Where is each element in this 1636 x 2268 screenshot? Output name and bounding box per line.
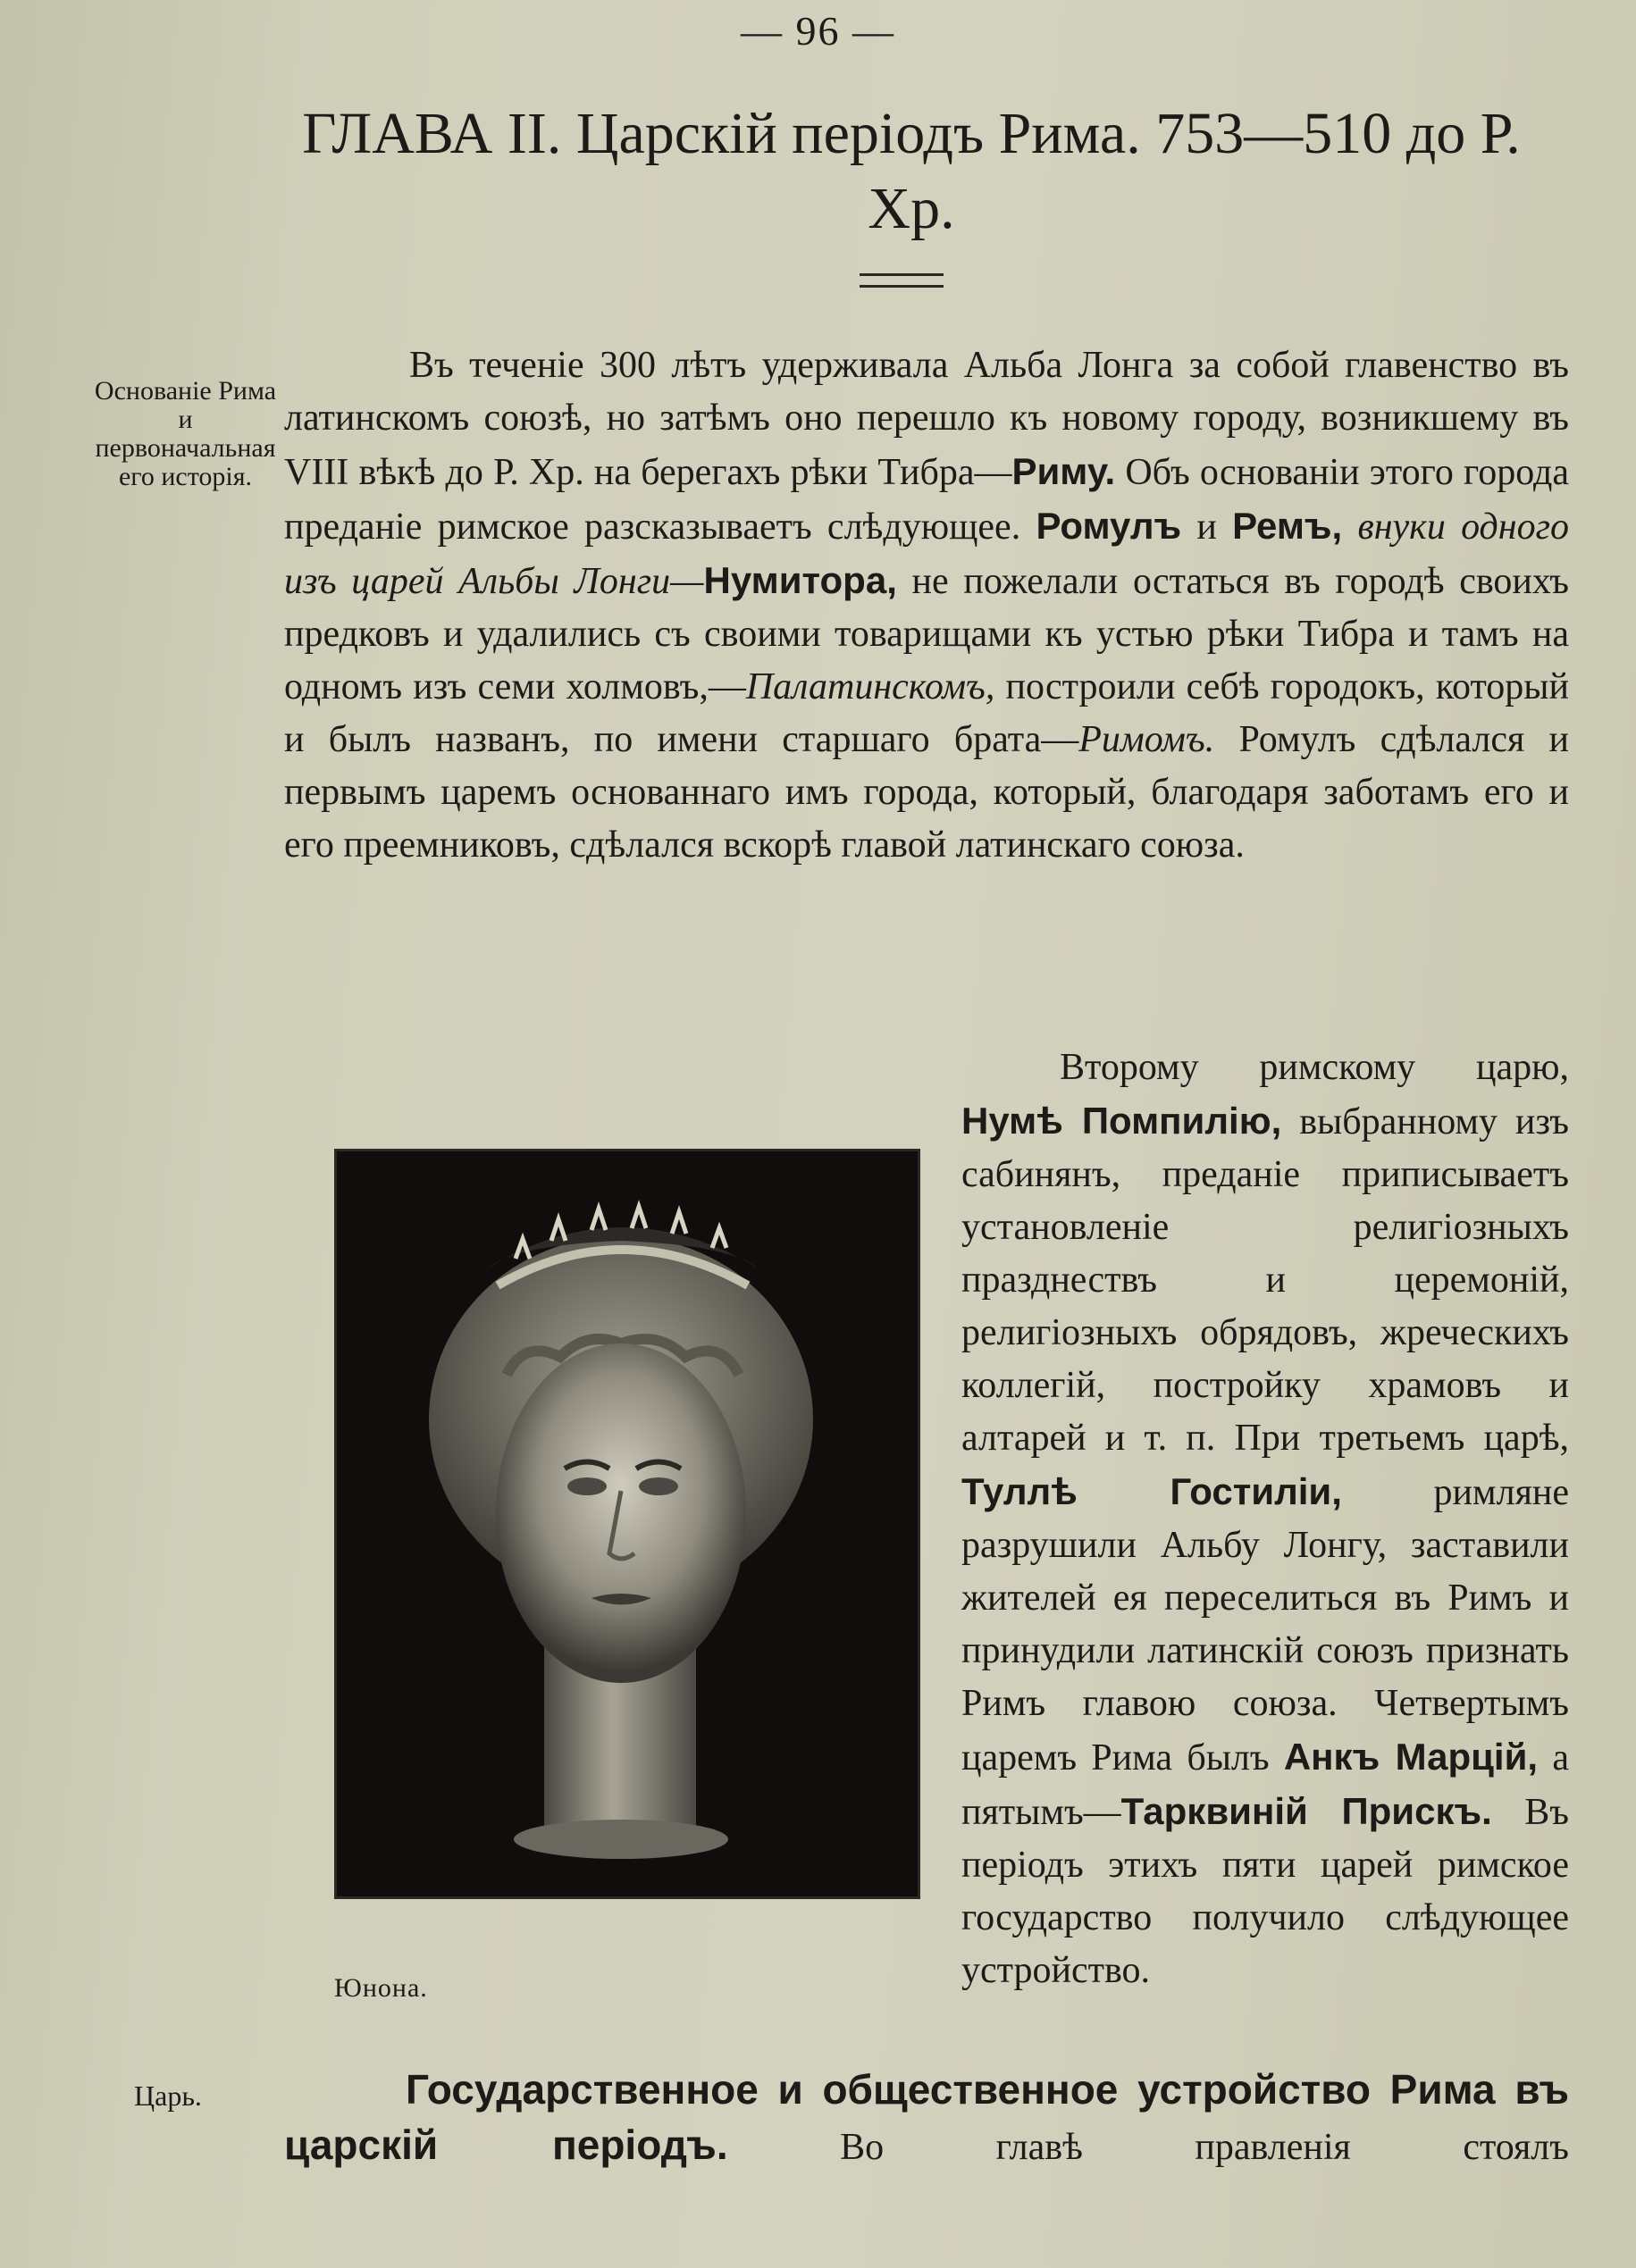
paragraph-founding: Въ теченіе 300 лѣтъ удерживала Альба Лонга за собой главенство въ латинскомъ союзѣ, но затѣмъ оно перешло къ новому городу, возникшему въ VIII вѣкѣ до Р. Хр. на берегахъ рѣки Тибра—Риму. Объ основаніи этого города преданіе римское разсказываетъ слѣдующее. Ромулъ и Ремъ, внуки одного изъ царей Альбы Лонги—Нумитора, не пожелали остаться въ городѣ своихъ предковъ и удалились съ своими товарищами къ устью рѣки Тибра и тамъ на одномъ изъ семи холмовъ,—Палатинскомъ, построили себѣ городокъ, который и былъ названъ, по имени старшаго брата—Римомъ. Ромулъ сдѣлался и первымъ царемъ основаннаго имъ города, который, благодаря заботамъ его и его преемниковъ, сдѣлался вскорѣ главой латинскаго союза. <box>284 345 1570 866</box>
title-divider <box>860 273 944 288</box>
section-heading: Государственное и общественное устройство Рима въ царскій періодъ. Во главѣ правленія стоялъ <box>284 2066 1569 2168</box>
name-numa: Нумѣ Помпилію, <box>961 1100 1282 1142</box>
name-tullus: Туллѣ Гостиліи, <box>961 1470 1342 1512</box>
chapter-title: ГЛАВА II. Царскій періодъ Рима. 753—510 до Р. Хр. <box>302 101 1521 241</box>
paragraph-kings: Юнона. Второму римскому царю, Нумѣ Помпилію, выбранному изъ сабинянъ, преданіе приписываетъ установленіе религіозныхъ празднествъ и церемоній, религіозныхъ обрядовъ, жреческихъ коллегій, постройку храмовъ и алтарей и т. п. При третьемъ царѣ, Туллѣ Гостиліи, римляне разрушили Альбу Лонгу, заставили жителей ея переселиться въ Римъ и принудили латинскій союзъ признать Римъ главою союза. Четвертымъ царемъ Рима былъ Анкъ Марцій, а пятымъ—Тарквиній Прискъ. Въ періодъ этихъ пяти царей римское государство получило слѣдующее устройство. <box>284 1042 1569 2090</box>
margin-note-tsar: Царь. <box>134 2080 202 2112</box>
page-number: — 96 — <box>741 8 895 54</box>
juno-bust-illustration <box>337 1151 918 1896</box>
name-palatine: Палатинскомъ, <box>745 666 995 707</box>
name-ancus: Анкъ Марцій, <box>1283 1736 1539 1778</box>
name-numitor: Нумитора, <box>703 559 897 601</box>
name-remus: Ремъ, <box>1232 505 1343 547</box>
margin-note-founding: Основаніе Рима и первоначальная его исторія. <box>94 376 277 491</box>
name-tarquinius: Тарквиній Прискъ. <box>1120 1790 1492 1832</box>
figure-juno <box>284 1049 945 2090</box>
juno-bust-image <box>334 1149 920 1899</box>
name-romulus: Ромулъ <box>1036 505 1182 547</box>
name-rimom: Римомъ. <box>1078 719 1215 760</box>
figure-caption: Юнона. <box>334 1973 428 2003</box>
name-rome: Риму. <box>1011 450 1116 492</box>
